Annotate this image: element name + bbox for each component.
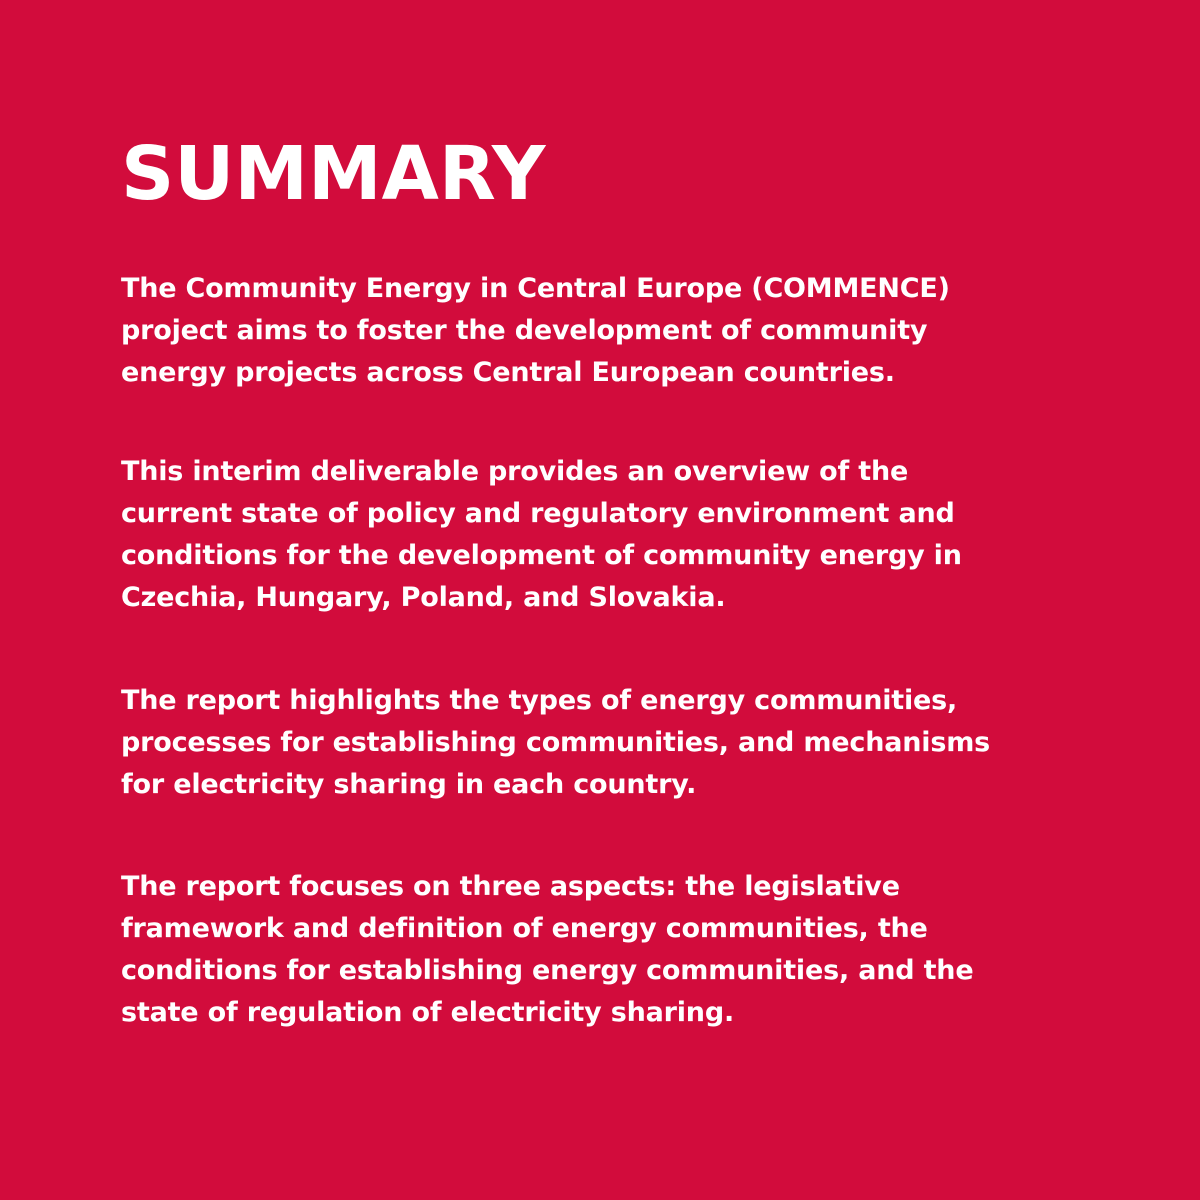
summary-paragraph-highlights	[121, 680, 990, 806]
paragraph-line: This interim deliverable provides an overview of the	[121, 456, 909, 487]
paragraph-line: Czechia, Hungary, Poland, and Slovakia.	[121, 582, 726, 613]
paragraph-line: The report highlights the types of energy communities,	[121, 685, 958, 716]
paragraph-line: energy projects across Central European countries.	[121, 357, 895, 388]
paragraph-line: The report focuses on three aspects: the legislative	[121, 871, 900, 902]
paragraph-line: conditions for establishing energy communities, and the	[121, 955, 974, 986]
paragraph-line: state of regulation of electricity sharing.	[121, 997, 735, 1028]
summary-paragraph-focus	[121, 866, 973, 1034]
summary-paragraph-intro	[121, 268, 950, 394]
summary-paragraph-deliverable	[121, 451, 962, 619]
page-title: SUMMARY	[121, 131, 546, 217]
paragraph-line: The Community Energy in Central Europe (COMMENCE)	[121, 273, 950, 304]
paragraph-line: conditions for the development of community energy in	[121, 540, 962, 571]
paragraph-line: for electricity sharing in each country.	[121, 769, 697, 800]
paragraph-line: current state of policy and regulatory environment and	[121, 498, 955, 529]
paragraph-line: project aims to foster the development of community	[121, 315, 928, 346]
paragraph-line: framework and definition of energy communities, the	[121, 913, 928, 944]
paragraph-line: processes for establishing communities, and mechanisms	[121, 727, 991, 758]
